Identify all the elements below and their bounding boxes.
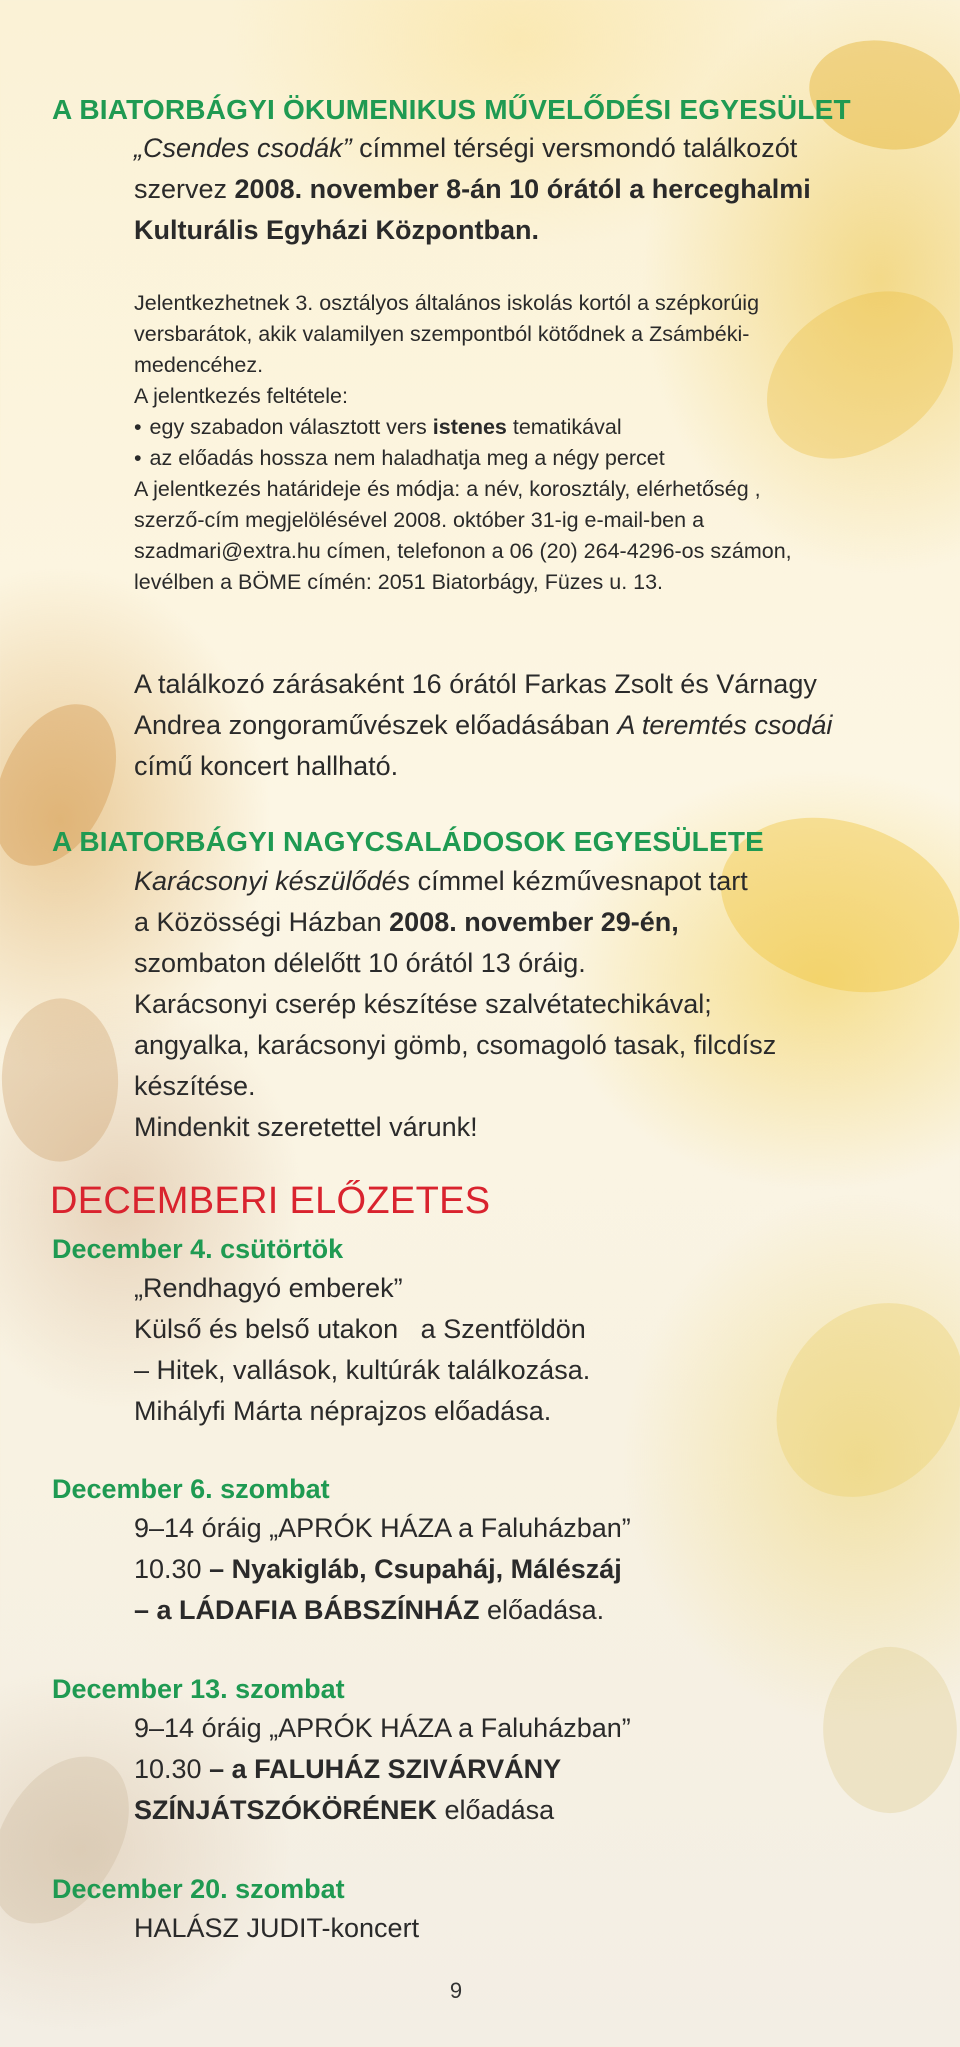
page-number: 9 [449, 1978, 463, 2003]
address-line: levélben a BÖME címén: 2051 Biatorbágy, Füzes u. 13. [134, 570, 664, 594]
event-details: Jelentkezhetnek 3. osztályos általános iskolás kortól a szépkorúig versbarátok, akik valamilyen szempontból kötődnek a Zsámbéki- medencéhez. A jelentkezés feltétele: • egy szabadon választott vers istenes tematikával • az előadás hossza nem haladhatja meg a négy percet A jelentkezés határideje és módja: a név, korosztály, elérhetőség , szerző-cím megjelölésével 2008. október 31-ig e-mail-ben a szadmari@extra.hu címen, telefonon a 06 (20) 264-4296-os számon, levélben a BÖME címén: 2051 Biatorbágy, Füzes u. 13. [134, 288, 920, 598]
event-date: December 13. szombat [52, 1674, 345, 1704]
event-karacsonyi-keszulodes: Karácsonyi készülődés címmel kézművesnapot tart a Közösségi Házban 2008. november 29-én, szombaton délelőtt 10 órától 13 óráig. Karácsonyi cserép készítése szalvétatechikával; angyalka, karácsonyi gömb, csomagoló tasak, filcdísz készítése. Mindenkit szeretettel várunk! [134, 866, 777, 1142]
org-title-okumenikus: A BIATORBÁGYI ÖKUMENIKUS MŰVELŐDÉSI EGYESÜLET [52, 94, 851, 125]
org-title-nagycsaladosok: A BIATORBÁGYI NAGYCSALÁDOSOK EGYESÜLETE [52, 826, 765, 857]
event-date: December 6. szombat [52, 1474, 330, 1504]
event-title: „Csendes csodák” [134, 133, 352, 163]
event-item: „Rendhagyó emberek” Külső és belső utakon a Szentföldön – Hitek, vallások, kultúrák találkozása. Mihályfi Márta néprajzos előadása. [134, 1273, 591, 1426]
event-venue: Kulturális Egyházi Központban. [134, 215, 540, 245]
event-date-time: 2008. november 8-án 10 órától a herceghalmi [234, 174, 811, 204]
condition-bullet: • az előadás hossza nem haladhatja meg a négy percet [134, 443, 920, 474]
event-closing-concert: A találkozó zárásaként 16 órától Farkas Zsolt és Várnagy Andrea zongoraművészek előadásában A teremtés csodái című koncert hallható. [134, 669, 833, 781]
event-item: 9–14 óráig „APRÓK HÁZA a Faluházban” 10.30 – Nyakigláb, Csupaháj, Málészáj – a LÁDAFIA BÁBSZÍNHÁZ előadása. [134, 1513, 631, 1625]
event-intro-csendes-csodak: „Csendes csodák” címmel térségi versmondó találkozót szervez 2008. november 8-án 10 órától a herceghalmi Kulturális Egyházi Központban. [134, 128, 920, 251]
event-item: 9–14 óráig „APRÓK HÁZA a Faluházban” 10.30 – a FALUHÁZ SZIVÁRVÁNY SZÍNJÁTSZÓKÖRÉNEK előadása [134, 1713, 631, 1825]
event-item: HALÁSZ JUDIT-koncert [134, 1913, 420, 1943]
contact-line: szadmari@extra.hu címen, telefonon a 06 (20) 264-4296-os számon, [134, 539, 792, 563]
event-date: December 20. szombat [52, 1874, 345, 1904]
section-title-decemberi-elozetes: DECEMBERI ELŐZETES [50, 1180, 491, 1222]
condition-bullet: • egy szabadon választott vers istenes tematikával [134, 412, 920, 443]
event-date: December 4. csütörtök [52, 1234, 344, 1264]
